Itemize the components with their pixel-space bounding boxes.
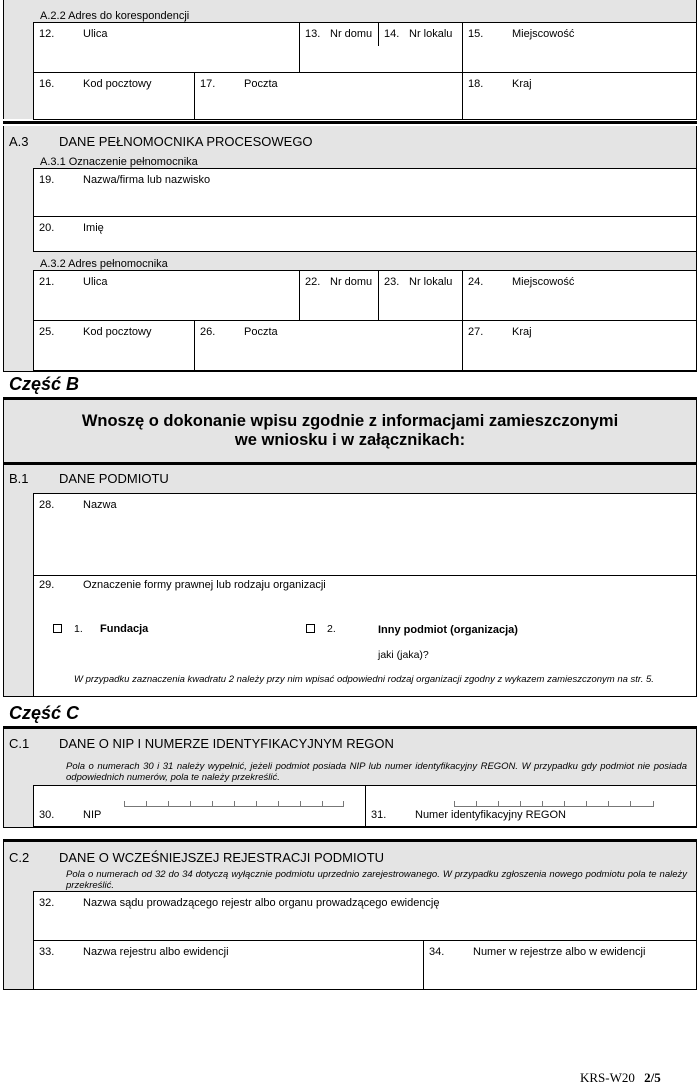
b1-title: DANE PODMIOTU xyxy=(59,471,169,486)
c2-code: C.2 xyxy=(9,850,30,865)
a2-2-title: A.2.2 Adres do korespondencji xyxy=(40,10,190,22)
field-18-kraj[interactable]: 18. Kraj xyxy=(462,72,697,120)
field-27-kraj[interactable]: 27. Kraj xyxy=(462,320,697,371)
a3-title: DANE PEŁNOMOCNIKA PROCESOWEGO xyxy=(59,134,313,149)
divider xyxy=(3,121,697,124)
part-b-heading-text xyxy=(3,412,697,450)
field-34-numer-w-rejestrze[interactable]: 34. Numer w rejestrze albo w ewidencji xyxy=(423,940,697,990)
checkbox-fundacja[interactable] xyxy=(53,624,62,633)
field-22-nr-domu[interactable]: 22. Nr domu xyxy=(299,270,379,321)
field-25-kod-pocztowy[interactable]: 25. Kod pocztowy xyxy=(33,320,195,371)
part-c-title: Część C xyxy=(9,703,80,723)
c1-title: DANE O NIP I NUMERZE IDENTYFIKACYJNYM REGON xyxy=(59,736,394,751)
checkbox-inny-podmiot[interactable] xyxy=(306,624,315,633)
field-21-ulica[interactable]: 21. Ulica xyxy=(33,270,300,321)
field-12-ulica[interactable]: 12. Ulica xyxy=(33,22,300,73)
regon-digit-ticks xyxy=(454,800,654,807)
field-24-miejscowosc[interactable]: 24. Miejscowość xyxy=(462,270,697,321)
b1-code: B.1 xyxy=(9,471,29,486)
c1-code: C.1 xyxy=(9,736,30,751)
field-23-nr-lokalu[interactable]: 23. Nr lokalu xyxy=(378,270,463,321)
opt2-sub: jaki (jaka)? xyxy=(378,649,429,661)
field-30-nip[interactable]: 30. NIP xyxy=(33,785,366,827)
opt2-label: Inny podmiot (organizacja) xyxy=(378,624,518,636)
a3-2-subtitle: A.3.2 Adres pełnomocnika xyxy=(40,258,168,270)
footer xyxy=(580,1070,661,1086)
field-28-nazwa[interactable]: 28. Nazwa xyxy=(33,493,697,576)
field-32-nazwa-sadu[interactable]: 32. Nazwa sądu prowadzącego rejestr albo organu prowadzącego ewidencję xyxy=(33,891,697,941)
field-14-nr-lokalu[interactable]: 14. Nr lokalu xyxy=(378,22,463,47)
field-33-nazwa-rejestru[interactable]: 33. Nazwa rejestru albo ewidencji xyxy=(33,940,424,990)
nip-digit-ticks xyxy=(124,800,344,807)
a2-2-lower-row-sep xyxy=(299,46,463,73)
c2-note: Pola o numerach od 32 do 34 dotyczą wyłącznie podmiotu uprzednio zarejestrowanego. W przypadku zgłoszenia nowego podmiotu pola te należy przekreślić. xyxy=(66,869,687,891)
heading-line-2: we wniosku i w załącznikach: xyxy=(234,431,466,449)
opt1-label: Fundacja xyxy=(100,623,149,635)
b1-note: W przypadku zaznaczenia kwadratu 2 należy przy nim wpisać odpowiedni rodzaj organizacji zgodny z wykazem zamieszczonym na str. 5. xyxy=(74,674,654,685)
page-number: 2/5 xyxy=(644,1070,661,1085)
opt2-num: 2. xyxy=(327,623,336,635)
field-15-miejscowosc[interactable]: 15. Miejscowość xyxy=(462,22,697,73)
a3-1-subtitle: A.3.1 Oznaczenie pełnomocnika xyxy=(40,156,198,168)
field-29-forma-prawna: 29. Oznaczenie formy prawnej lub rodzaju organizacji xyxy=(33,575,697,697)
field-19-nazwa[interactable]: 19. Nazwa/firma lub nazwisko xyxy=(33,168,697,217)
opt1-num: 1. xyxy=(74,623,83,635)
c2-title: DANE O WCZEŚNIEJSZEJ REJESTRACJI PODMIOTU xyxy=(59,850,385,865)
field-13-nr-domu[interactable]: 13. Nr domu xyxy=(299,22,379,47)
field-31-regon[interactable]: 31. Numer identyfikacyjny REGON xyxy=(365,785,697,827)
a3-code: A.3 xyxy=(9,134,29,149)
c1-note: Pola o numerach 30 i 31 należy wypełnić, jeżeli podmiot posiada NIP lub numer identyfikacyjny REGON. W przypadku gdy podmiot nie posiada odpowiednich numerów, pola te należy przekreślić. xyxy=(66,761,687,783)
field-16-kod-pocztowy[interactable]: 16. Kod pocztowy xyxy=(33,72,195,120)
field-26-poczta[interactable]: 26. Poczta xyxy=(194,320,463,371)
field-17-poczta[interactable]: 17. Poczta xyxy=(194,72,463,120)
form-code: KRS-W20 xyxy=(580,1070,635,1085)
field-20-imie[interactable]: 20. Imię xyxy=(33,216,697,252)
part-b-title: Część B xyxy=(9,374,80,394)
heading-line-1: Wnoszę o dokonanie wpisu zgodnie z informacjami zamieszczonymi xyxy=(81,412,619,430)
